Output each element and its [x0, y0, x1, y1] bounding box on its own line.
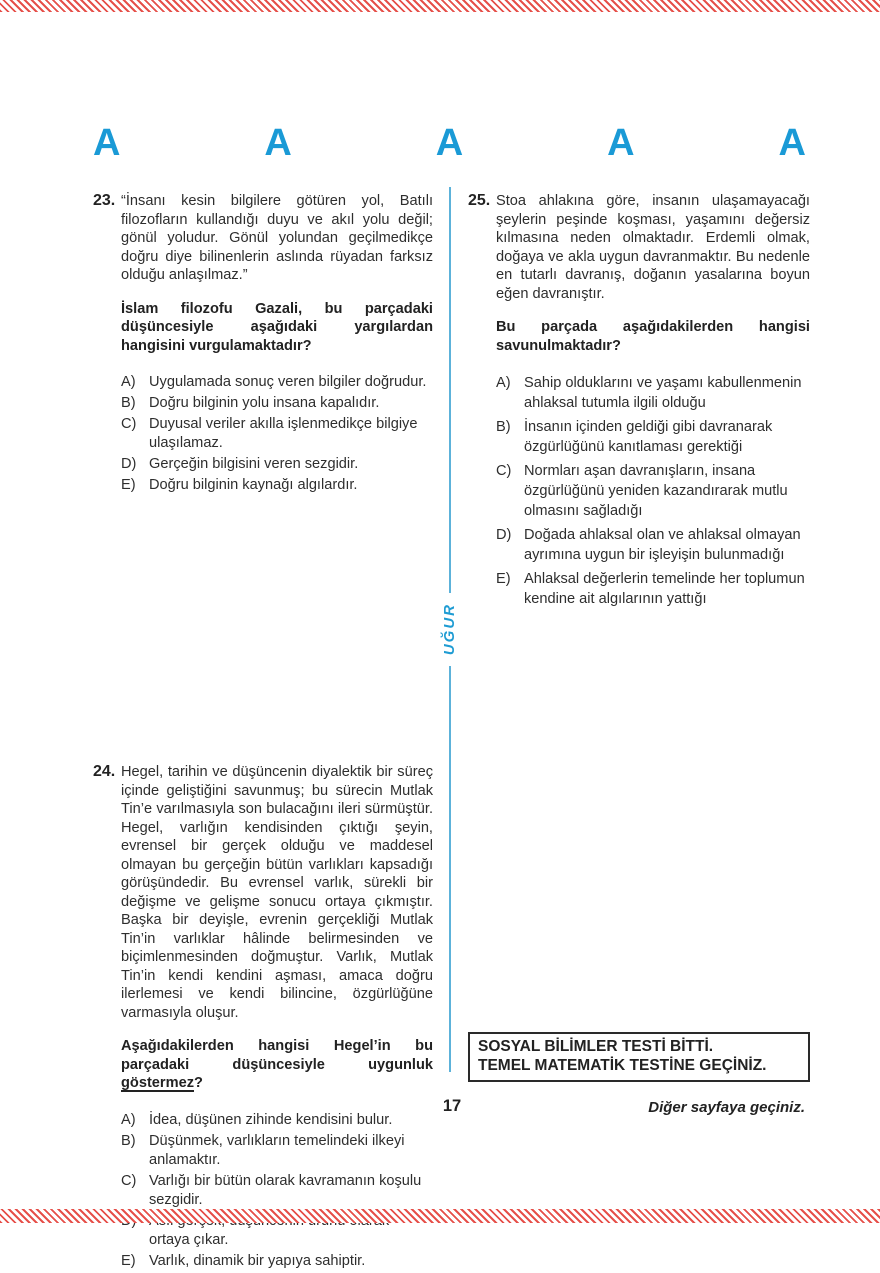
question-number: 23. [93, 192, 116, 209]
option-letter: C) [121, 1172, 137, 1189]
option-text: Doğru bilginin kaynağı algılardır. [149, 477, 358, 493]
option-text: Düşünmek, varlıkların temelindeki ilkeyi anlamaktır. [149, 1132, 405, 1168]
option-row [496, 525, 810, 565]
option-row [121, 476, 433, 495]
option-letter: C) [496, 463, 512, 479]
question-prompt: Bu parçada aşağıdakilerden hangisi savunulmaktadır? [496, 319, 810, 354]
option-letter: E) [121, 477, 136, 493]
option-letter: E) [121, 1252, 136, 1269]
option-row [121, 1172, 433, 1210]
option-row [496, 461, 810, 521]
page-number: 17 [442, 1097, 462, 1115]
question-24 [93, 763, 433, 1273]
option-letter: B) [121, 395, 136, 411]
question-number: 24. [93, 763, 116, 780]
option-text: Doğada ahlaksal olan ve ahlaksal olmayan ayrımına uygun bir işleyişin bulunmadığı [524, 527, 801, 563]
top-registration-stripe [0, 0, 880, 12]
column-divider [442, 187, 457, 1072]
end-of-test-box [468, 1032, 810, 1082]
question-content [121, 192, 433, 497]
option-text: Duyusal veriler akılla işlenmedikçe bilgiye ulaşılamaz. [149, 416, 418, 451]
divider-line-bottom [449, 666, 451, 1072]
option-row [496, 373, 810, 413]
option-row [496, 569, 810, 609]
option-text: İdea, düşünen zihinde kendisini bulur. [149, 1111, 393, 1128]
question-prompt [121, 1037, 433, 1093]
option-letter: C) [121, 416, 137, 432]
option-text: Uygulamada sonuç veren bilgiler doğrudur. [149, 374, 427, 390]
option-letter: E) [496, 571, 511, 587]
question-number: 25. [468, 192, 491, 209]
option-row [121, 415, 433, 453]
question-prompt: İslam filozofu Gazali, bu parçadaki düşüncesiyle aşağıdaki yargılardan hangisini vurgulamaktadır? [121, 300, 433, 354]
option-text: Ahlaksal değerlerin temelinde her toplumun kendine ait algılarının yattığı [524, 571, 805, 607]
option-row [121, 394, 433, 413]
option-row [496, 417, 810, 457]
end-of-test-line1: SOSYAL BİLİMLER TESTİ BİTTİ. [478, 1038, 714, 1055]
option-letter: A) [496, 375, 511, 391]
question-content [121, 763, 433, 1273]
option-text: Gerçeğin bilgisini veren sezgidir. [149, 456, 359, 472]
option-letter: B) [121, 1132, 136, 1149]
question-body: Hegel, tarihin ve düşüncenin diyalektik bir süreç içinde geliştiğini savunmuş; bu sürecin Mutlak Tin’e varılmasıyla son bulacağını ileri sürmüştür. Hegel, varlığın kendisinden çıktığı şeyin, evrensel bir gerçek olduğu ve maddesel olmayan bu gerçeğin bütün varlıkları kapsadığı görüşündedir. Bu evrensel varlık, sürekli bir değişme ve gelişme sonucu ortaya çıkmıştır. Başka bir deyişle, evrenin gerçekliği Mutlak Tin’in varlıklar hâlinde belirmesinden ve biçimlenmesinden doğmuştur. Varlık, Mutlak Tin’in kendi kendini aşması, amaca doğru ilerlemesi ve kendi bilincine, özgürlüğüne varmasıyla oluşur. [121, 764, 433, 1021]
option-text: Sahip olduklarını ve yaşamı kabullenmenin ahlaksal tutumla ilgili olduğu [524, 375, 802, 411]
next-page-note: Diğer sayfaya geçiniz. [648, 1099, 805, 1116]
question-content [496, 192, 810, 613]
prompt-question-mark: ? [194, 1075, 203, 1091]
prompt-underlined-word: göstermez [121, 1075, 194, 1091]
option-text: Doğru bilginin yolu insana kapalıdır. [149, 395, 380, 411]
end-of-test-line2: TEMEL MATEMATİK TESTİNE GEÇİNİZ. [478, 1057, 767, 1074]
option-row [121, 455, 433, 474]
prompt-text: Aşağıdakilerden hangisi Hegel’in bu parçadaki düşüncesiyle uygunluk [121, 1038, 433, 1073]
booklet-letter-a: A [264, 122, 292, 164]
option-row [121, 1252, 433, 1271]
bottom-registration-stripe [0, 1209, 880, 1223]
booklet-letter-a: A [435, 122, 464, 164]
option-letter: D) [121, 456, 137, 472]
booklet-letter-a: A [93, 122, 121, 164]
option-row [121, 1132, 433, 1170]
question-body: Stoa ahlakına göre, insanın ulaşamayacağı şeylerin peşinde koşması, yaşamını değersiz kılmasına neden olmaktadır. Erdemli olmak, doğaya ve akla uygun davranmaktır. Bu nedenle en tutarlı davranış, doğanın yasalarına boyun eğen davranıştır. [496, 193, 810, 302]
option-row [121, 373, 433, 392]
publisher-watermark: UĞUR [441, 603, 458, 656]
question-23 [93, 192, 433, 497]
option-letter: A) [121, 374, 136, 390]
option-letter: A) [121, 1111, 136, 1128]
option-letter: B) [496, 419, 511, 435]
booklet-letter-a: A [607, 122, 635, 164]
options-list [121, 1111, 433, 1271]
option-row [121, 1111, 433, 1130]
option-text: Varlık, dinamik bir yapıya sahiptir. [149, 1252, 366, 1269]
option-text: ortaya çıkar. [149, 1231, 229, 1248]
booklet-letter-a: A [778, 122, 806, 164]
booklet-letter-row [93, 124, 806, 162]
options-list [121, 373, 433, 495]
option-letter: D) [496, 527, 512, 543]
options-list [496, 373, 810, 609]
divider-line-top [449, 187, 451, 593]
option-text: Varlığı bir bütün olarak kavramanın koşulu sezgidir. [149, 1172, 422, 1208]
question-body: “İnsanı kesin bilgilere götüren yol, Batılı filozofların kullandığı duyu ve akıl yolu değil; gönül yoludur. Gönül yolundan geçilmedikçe doğru diye bilinenlerin aslında rüyadan farksız olduğu anlaşılmaz.” [121, 193, 433, 283]
option-text: İnsanın içinden geldiği gibi davranarak özgürlüğünü kanıtlaması gerektiği [524, 419, 773, 455]
option-text: Normları aşan davranışların, insana özgürlüğünü yeniden kazandırarak mutlu olmasını sağladığı [524, 463, 788, 519]
question-25 [468, 192, 810, 613]
